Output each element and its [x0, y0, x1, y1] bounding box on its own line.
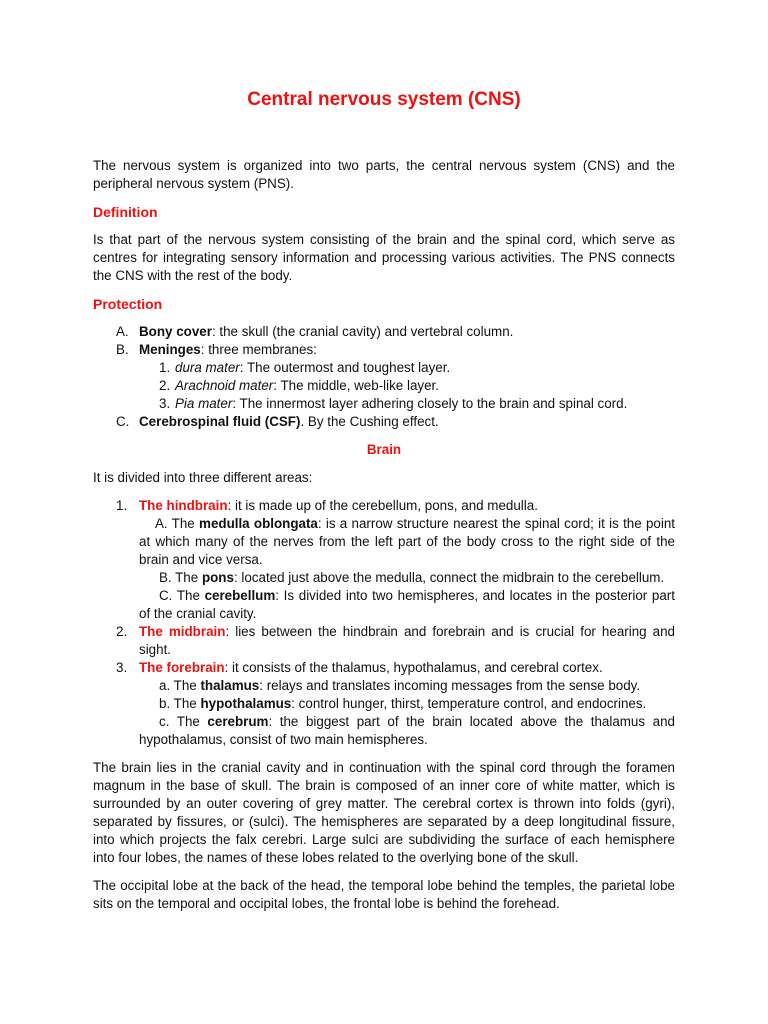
brain-intro: It is divided into three different areas: — [93, 470, 313, 485]
hindbrain-sub-item — [93, 515, 675, 569]
list-marker: 2. — [116, 624, 128, 639]
document-body — [93, 157, 675, 913]
protection-item-b — [93, 341, 675, 359]
midbrain-label: The midbrain — [139, 624, 226, 639]
hindbrain-sub-item — [93, 569, 675, 587]
list-marker: 1. — [159, 360, 171, 375]
sub-term: pons — [201, 570, 234, 585]
meninges-item — [93, 395, 675, 413]
sub-prefix: c. The — [159, 714, 208, 729]
brain-paragraph-2: The occipital lobe at the back of the head, the temporal lobe behind the temples, the parietal lobe sits on the temporal and occipital lobes, the frontal lobe is behind the forehead. — [93, 878, 675, 911]
definition-paragraph: Is that part of the nervous system consisting of the brain and the spinal cord, which serve as centres for integrating sensory information and processing various activities. The PNS connects the CNS with the rest of the body. — [93, 232, 675, 283]
midbrain-item — [93, 623, 675, 659]
sub-prefix: B. The — [159, 570, 202, 585]
protection-text: . By the Cushing effect. — [300, 414, 439, 429]
brain-heading: Brain — [366, 442, 402, 457]
sub-term: medulla oblongata — [199, 516, 318, 531]
sub-prefix: A. The — [155, 516, 200, 531]
sub-term: thalamus — [200, 678, 260, 693]
list-marker: A. — [116, 324, 129, 339]
sub-text: : the biggest part of the brain located above the thalamus and hypothalamus, consist of two main hemispheres. — [139, 714, 675, 747]
sub-text: : relays and translates incoming messages from the sense body. — [259, 678, 641, 693]
intro-paragraph: The nervous system is organized into two parts, the central nervous system (CNS) and the peripheral nervous system (PNS). — [93, 158, 675, 191]
list-marker: C. — [116, 414, 130, 429]
sub-term: hypothalamus — [200, 696, 292, 711]
meninges-term: Arachnoid mater — [175, 378, 274, 393]
forebrain-label: The forebrain — [139, 660, 225, 675]
meninges-term: Pia mater — [175, 396, 233, 411]
list-marker: 1. — [116, 498, 128, 513]
protection-text: : three membranes: — [200, 342, 317, 357]
meninges-term: dura mater — [175, 360, 240, 375]
sub-text: : control hunger, thirst, temperature control, and endocrines. — [291, 696, 647, 711]
protection-term: Bony cover — [139, 324, 212, 339]
list-marker: B. — [116, 342, 129, 357]
hindbrain-item — [93, 497, 675, 515]
list-marker: 3. — [159, 396, 171, 411]
forebrain-item — [93, 659, 675, 677]
meninges-item — [93, 377, 675, 395]
sub-text: : is a narrow structure nearest the spinal cord; it is the point at which many of the nerves from the left part of the body cross to the right side of the brain and vice versa. — [139, 516, 675, 567]
midbrain-text: : lies between the hindbrain and forebrain and is crucial for hearing and sight. — [139, 624, 676, 657]
protection-term: Meninges — [139, 342, 201, 357]
hindbrain-label: The hindbrain — [139, 498, 228, 513]
sub-term: cerebrum — [207, 714, 269, 729]
protection-text: : the skull (the cranial cavity) and vertebral column. — [211, 324, 514, 339]
list-marker: 2. — [159, 378, 171, 393]
protection-list — [93, 323, 675, 431]
protection-item-c — [93, 413, 675, 431]
protection-heading: Protection — [93, 296, 163, 312]
sub-text: : Is divided into two hemispheres, and locates in the posterior part of the cranial cavity. — [139, 588, 675, 621]
sub-prefix: C. The — [159, 588, 205, 603]
definition-heading: Definition — [93, 204, 158, 220]
forebrain-sub-item — [93, 677, 675, 695]
forebrain-text: : it consists of the thalamus, hypothalamus, and cerebral cortex. — [224, 660, 603, 675]
brain-list — [93, 497, 675, 749]
brain-paragraph-1: The brain lies in the cranial cavity and in continuation with the spinal cord through the foramen magnum in the base of skull. The brain is composed of an inner core of white matter, which is surrounded by an outer covering of grey matter. The cerebral cortex is thrown into folds (gyri), separated by fissures, or (sulci). The hemispheres are separated by a deep longitudinal fissure, into which projects the falx cerebri. Large sulci are subdividing the surface of each hemisphere into four lobes, the names of these lobes related to the overlying bone of the skull. — [93, 760, 675, 865]
hindbrain-text: : it is made up of the cerebellum, pons, and medulla. — [227, 498, 538, 513]
sub-text: : located just above the medulla, connect the midbrain to the cerebellum. — [233, 570, 665, 585]
protection-item-a — [93, 323, 675, 341]
sub-term: cerebellum — [204, 588, 276, 603]
hindbrain-sub-item — [93, 587, 675, 623]
meninges-text: : The outermost and toughest layer. — [239, 360, 451, 375]
meninges-text: : The innermost layer adhering closely to the brain and spinal cord. — [232, 396, 628, 411]
protection-term: Cerebrospinal fluid (CSF) — [139, 414, 301, 429]
forebrain-sub-item — [93, 695, 675, 713]
page-title: Central nervous system (CNS) — [247, 89, 521, 110]
sub-prefix: b. The — [159, 696, 201, 711]
list-marker: 3. — [116, 660, 128, 675]
sub-prefix: a. The — [159, 678, 201, 693]
meninges-text: : The middle, web-like layer. — [273, 378, 439, 393]
meninges-item — [93, 359, 675, 377]
forebrain-sub-item — [93, 713, 675, 749]
